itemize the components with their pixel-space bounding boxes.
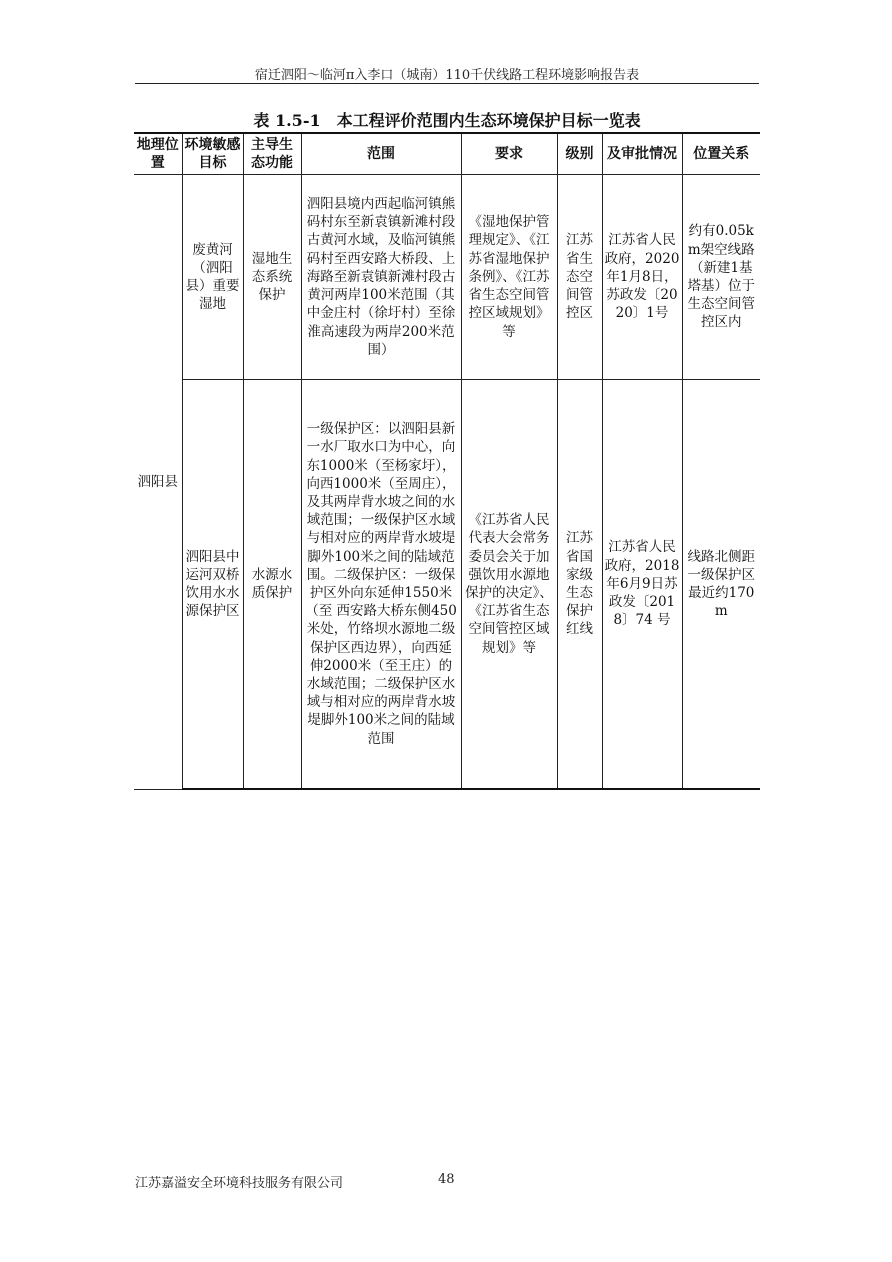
eco-protection-table — [134, 132, 760, 790]
level-cell: 江苏省生态空间管控区 — [557, 175, 602, 380]
approval-cell: 江苏省人民政府，2020年1月8日，苏政发〔2020〕1号 — [602, 175, 682, 380]
geo-cell: 泗阳县 — [134, 175, 182, 790]
function-cell: 湿地生态系统保护 — [243, 175, 301, 380]
relation-cell: 约有0.05km架空线路（新建1基塔基）位于生态空间管控区内 — [682, 175, 760, 380]
page-header: 宿迁泗阳～临河π入李口（城南）110千伏线路工程环境影响报告表 — [254, 68, 640, 83]
table-title: 表 1.5-1 本工程评价范围内生态环境保护目标一览表 — [253, 111, 641, 130]
header-target: 环境敏感目标 — [182, 133, 243, 175]
table-row — [134, 380, 760, 790]
header-level: 级别 — [557, 133, 602, 175]
relation-cell: 线路北侧距一级保护区最近约170m — [682, 380, 760, 790]
footer-company: 江苏嘉溢安全环境科技服务有限公司 — [135, 1176, 344, 1191]
scope-cell: 一级保护区：以泗阳县新一水厂取水口为中心，向东1000米（至杨家圩），向西1000米（至周庄），及其两岸背水坡之间的水域范围；一级保护区水域与相对应的两岸背水坡堤脚外100米之间的陆域范围。二级保护区：一级保护区外向东延伸1550米（至 西安路大桥东侧450米处，竹络坝水源地二级保护区西边界），向西延伸2000米（至王庄）的水域范围；二级保护区水域与相对应的两岸背水坡堤脚外100米之间的陆域范围 — [301, 380, 461, 790]
header-approval: 及审批情况 — [602, 133, 682, 175]
table-header-row — [134, 133, 760, 175]
header-geo: 地理位置 — [134, 133, 182, 175]
target-cell: 废黄河（泗阳县）重要湿地 — [182, 175, 243, 380]
requirement-cell: 《湿地保护管理规定》、《江苏省湿地保护条例》、《江苏省生态空间管控区域规划》等 — [461, 175, 557, 380]
header-relation: 位置关系 — [682, 133, 760, 175]
page-number: 48 — [438, 1172, 455, 1187]
level-cell: 江苏省国家级生态保护红线 — [557, 380, 602, 790]
table-row — [134, 175, 760, 380]
function-cell: 水源水质保护 — [243, 380, 301, 790]
header-rule — [135, 83, 759, 84]
scope-cell: 泗阳县境内西起临河镇熊码村东至新袁镇新滩村段古黄河水域，及临河镇熊码村至西安路大桥段、上海路至新袁镇新滩村段古黄河两岸100米范围（其中金庄村（徐圩村）至徐淮高速段为两岸200米范围） — [301, 175, 461, 380]
target-cell: 泗阳县中运河双桥饮用水水源保护区 — [182, 380, 243, 790]
header-function: 主导生态功能 — [243, 133, 301, 175]
header-requirement: 要求 — [461, 133, 557, 175]
approval-cell: 江苏省人民政府，2018年6月9日苏政发〔2018〕74 号 — [602, 380, 682, 790]
requirement-cell: 《江苏省人民代表大会常务委员会关于加强饮用水源地保护的决定》、《江苏省生态空间管控区域规划》等 — [461, 380, 557, 790]
header-scope: 范围 — [301, 133, 461, 175]
